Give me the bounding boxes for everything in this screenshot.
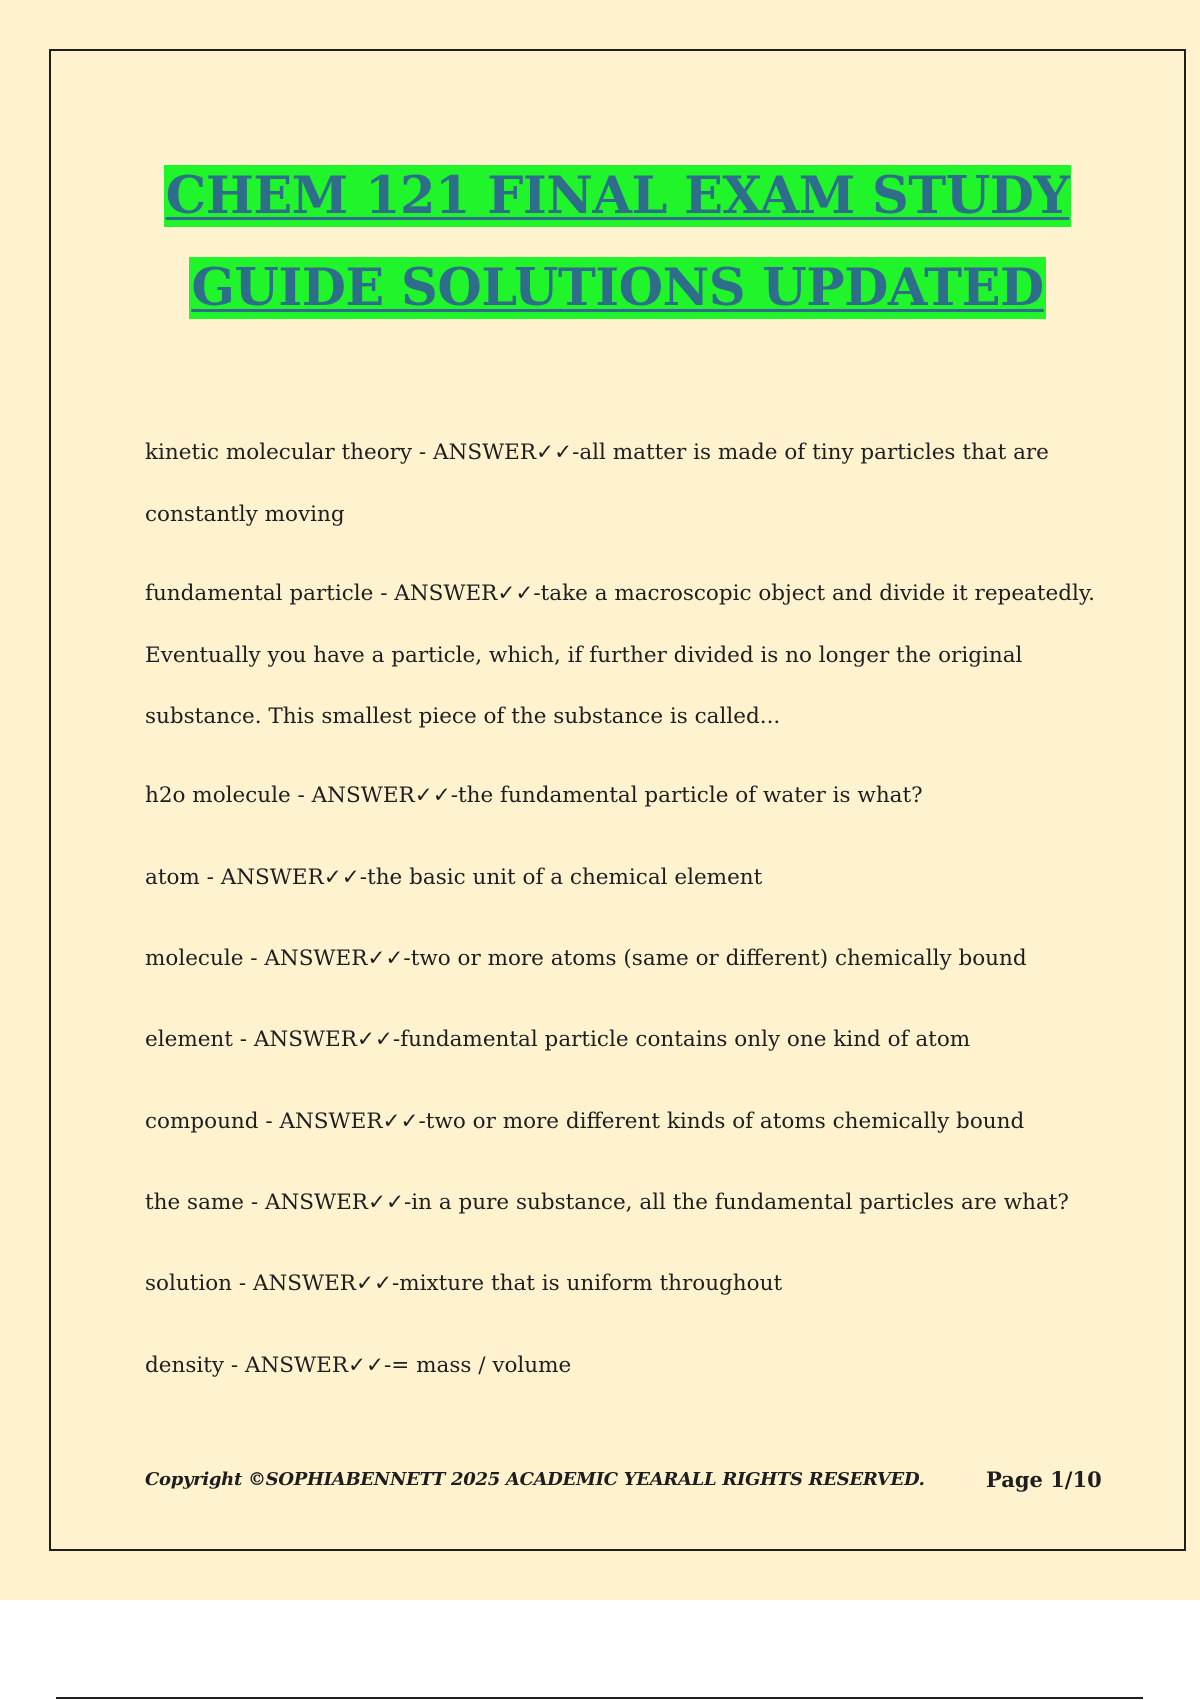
page-number: Page 1/10 — [986, 1467, 1102, 1492]
entry-line: substance. This smallest piece of the substance is called... — [145, 704, 781, 729]
entry-line: kinetic molecular theory - ANSWER✓✓-all matter is made of tiny particles that are — [145, 440, 1049, 465]
entry-line: solution - ANSWER✓✓-mixture that is uniform throughout — [145, 1271, 783, 1296]
entry-line: h2o molecule - ANSWER✓✓-the fundamental particle of water is what? — [145, 783, 923, 808]
entry-line: the same - ANSWER✓✓-in a pure substance, all the fundamental particles are what? — [145, 1190, 1069, 1215]
title-line-2: GUIDE SOLUTIONS UPDATED — [191, 258, 1044, 318]
document-title — [0, 165, 1200, 319]
entry-line: Eventually you have a particle, which, if further divided is no longer the original — [145, 643, 1023, 668]
entry-line: compound - ANSWER✓✓-two or more different kinds of atoms chemically bound — [145, 1109, 1025, 1134]
copyright-notice: Copyright ©SOPHIABENNETT 2025 ACADEMIC YEARALL RIGHTS RESERVED. — [145, 1469, 925, 1490]
divider — [56, 1697, 1143, 1699]
entry-line: element - ANSWER✓✓-fundamental particle contains only one kind of atom — [145, 1027, 971, 1052]
entry-line: fundamental particle - ANSWER✓✓-take a macroscopic object and divide it repeatedly. — [145, 581, 1095, 606]
entry-line: molecule - ANSWER✓✓-two or more atoms (same or different) chemically bound — [145, 946, 1027, 971]
entry-line: density - ANSWER✓✓-= mass / volume — [145, 1353, 572, 1378]
entry-line: constantly moving — [145, 502, 345, 527]
entry-line: atom - ANSWER✓✓-the basic unit of a chemical element — [145, 865, 763, 890]
title-line-1: CHEM 121 FINAL EXAM STUDY — [165, 166, 1070, 226]
